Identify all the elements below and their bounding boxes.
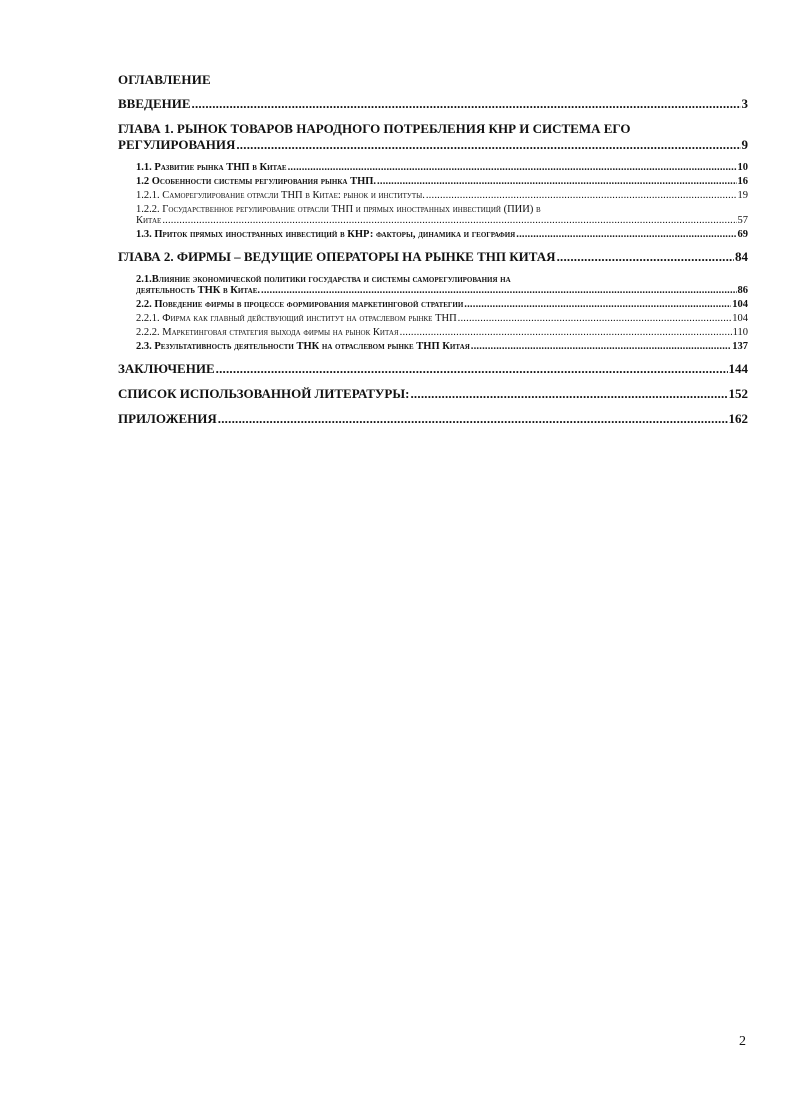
toc-entry-page: 104 [732,313,748,324]
toc-entry-label: 1.2.2. Государственное регулирование отрасли ТНП и прямых иностранных инвестиций (ПИИ) в [136,204,541,215]
toc-entry-label: ГЛАВА 1. РЫНОК ТОВАРОВ НАРОДНОГО ПОТРЕБЛЕНИЯ КНР И СИСТЕМА ЕГО [118,121,631,136]
toc-entry-bibliography[interactable] [118,386,748,402]
toc-entry-2-2-1[interactable] [118,313,748,324]
toc-entry-label: 1.3. Приток прямых иностранных инвестиций в КНР: факторы, динамика и география [136,229,516,240]
toc-entry-label: 2.1.Влияние экономической политики государства и системы саморегулирования на [136,274,511,285]
toc-entry-page: 137 [732,341,748,352]
toc-entry-label: ВВЕДЕНИЕ [118,96,191,111]
toc-entry-page: 57 [737,215,748,226]
toc-entry-page: 152 [728,386,748,401]
toc-entry-page: 9 [741,137,748,152]
toc-entry-label: 2.3. Результативность деятельности ТНК на отраслевом рынке ТНП Китая [136,341,470,352]
toc-entry-label: ПРИЛОЖЕНИЯ [118,411,217,426]
toc-entry-appendix[interactable] [118,411,748,427]
toc-entry-label: 2.2.2. Маркетинговая стратегия выхода фирмы на рынок Китая [136,327,399,338]
toc-entry-2-2[interactable] [118,299,748,310]
toc-entry-page: 86 [737,285,748,296]
toc-entry-page: 110 [732,327,748,338]
toc-entry-label-cont: РЕГУЛИРОВАНИЯ [118,137,236,152]
toc-entry-page: 104 [732,299,748,310]
toc-entry-page: 84 [735,249,748,264]
toc-title: ОГЛАВЛЕНИЕ [118,72,211,87]
toc-entry-page: 144 [728,361,748,376]
toc-entry-label: 1.2.1. Саморегулирование отрасли ТНП в Китае: рынок и институты. [136,190,425,201]
toc-entry-page: 69 [737,229,748,240]
toc-entry-label: 2.2. Поведение фирмы в процессе формирования маркетинговой стратегии [136,299,464,310]
toc-entry-1-2-2[interactable] [118,204,748,226]
toc-entry-page: 16 [737,176,748,187]
toc-entry-2-2-2[interactable] [118,327,748,338]
toc-entry-label: ГЛАВА 2. ФИРМЫ – ВЕДУЩИЕ ОПЕРАТОРЫ НА РЫНКЕ ТНП КИТАЯ [118,249,556,264]
toc-entry-conclusion[interactable] [118,361,748,377]
toc-entry-1-2-1[interactable] [118,190,748,201]
toc-entry-1-1[interactable] [118,162,748,173]
toc-entry-page: 19 [737,190,748,201]
toc-entry-label: ЗАКЛЮЧЕНИЕ [118,361,215,376]
toc-entry-label: 1.1. Развитие рынка ТНП в Китае [136,162,287,173]
toc-entry-label: 1.2 Особенности системы регулирования рынка ТНП. [136,176,377,187]
toc-entry-1-3[interactable] [118,229,748,240]
page-number: 2 [739,1034,746,1049]
toc-entry-label: 2.2.1. Фирма как главный действующий институт на отраслевом рынке ТНП [136,313,457,324]
toc-entry-page: 10 [737,162,748,173]
toc-entry-chapter1[interactable] [118,121,748,153]
toc-entry-label: СПИСОК ИСПОЛЬЗОВАННОЙ ЛИТЕРАТУРЫ: [118,386,410,401]
toc-entry-1-2[interactable] [118,176,748,187]
toc-entry-page: 3 [741,96,748,111]
toc-entry-2-1[interactable] [118,274,748,296]
toc-entry-page: 162 [728,411,748,426]
toc-entry-2-3[interactable] [118,341,748,352]
toc-entry-label-cont: Китае [136,215,162,226]
toc-entry-chapter2[interactable] [118,249,748,265]
toc-entry-intro[interactable] [118,96,748,112]
toc-entry-label-cont: деятельность ТНК в Китае. [136,285,261,296]
table-of-contents [118,72,748,427]
